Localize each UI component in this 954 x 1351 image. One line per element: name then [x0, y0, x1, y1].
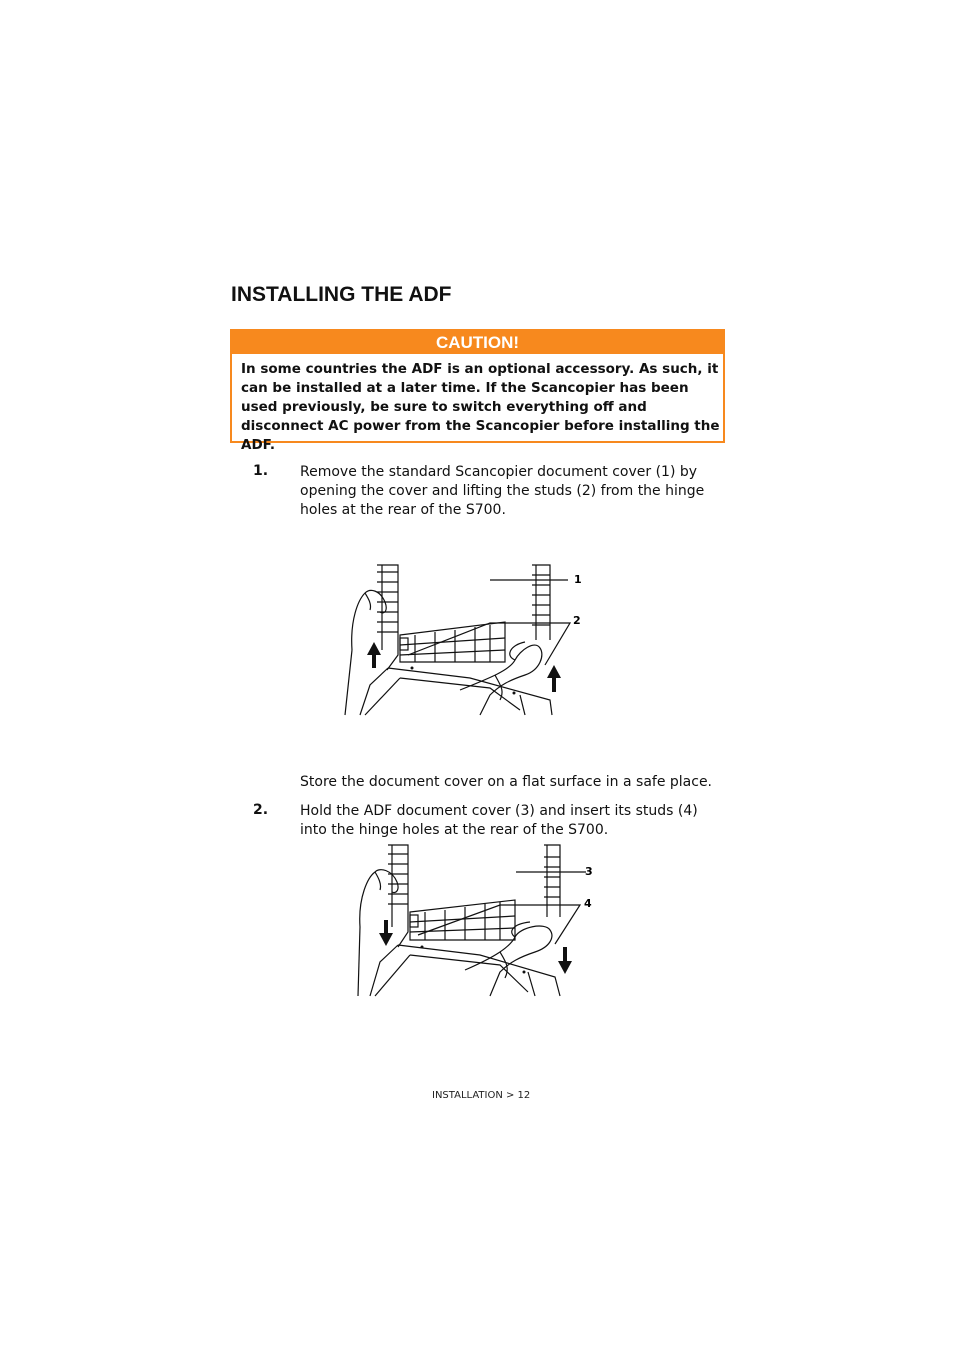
callout-4: 4 [584, 897, 592, 910]
step-1-number: 1. [253, 463, 269, 479]
step-2-text: Hold the ADF document cover (3) and insert its studs (4) into the hinge holes at the rear of the S700. [300, 803, 698, 838]
step-1-text: Remove the standard Scancopier document cover (1) by opening the cover and lifting the studs (2) from the hinge holes at the rear of the S700. [300, 464, 705, 518]
section-title: INSTALLING THE ADF [231, 283, 452, 306]
caution-box [230, 329, 725, 453]
step-2-number: 2. [253, 802, 269, 818]
callout-2: 2 [573, 614, 581, 627]
page-footer: INSTALLATION > 12 [432, 1090, 531, 1101]
caution-text: In some countries the ADF is an optional accessory. As such, it can be installed at a later time. If the Scancopier has been used previously, be sure to switch everything off and disconnect AC power from the Scancopier before installing the ADF. [241, 361, 720, 453]
step-1-note: Store the document cover on a flat surface in a safe place. [300, 774, 713, 790]
caution-heading: CAUTION! [232, 331, 723, 354]
callout-1: 1 [574, 573, 582, 586]
callout-3: 3 [585, 865, 593, 878]
figure-remove-cover [340, 560, 600, 720]
figure-install-adf [350, 842, 610, 1002]
